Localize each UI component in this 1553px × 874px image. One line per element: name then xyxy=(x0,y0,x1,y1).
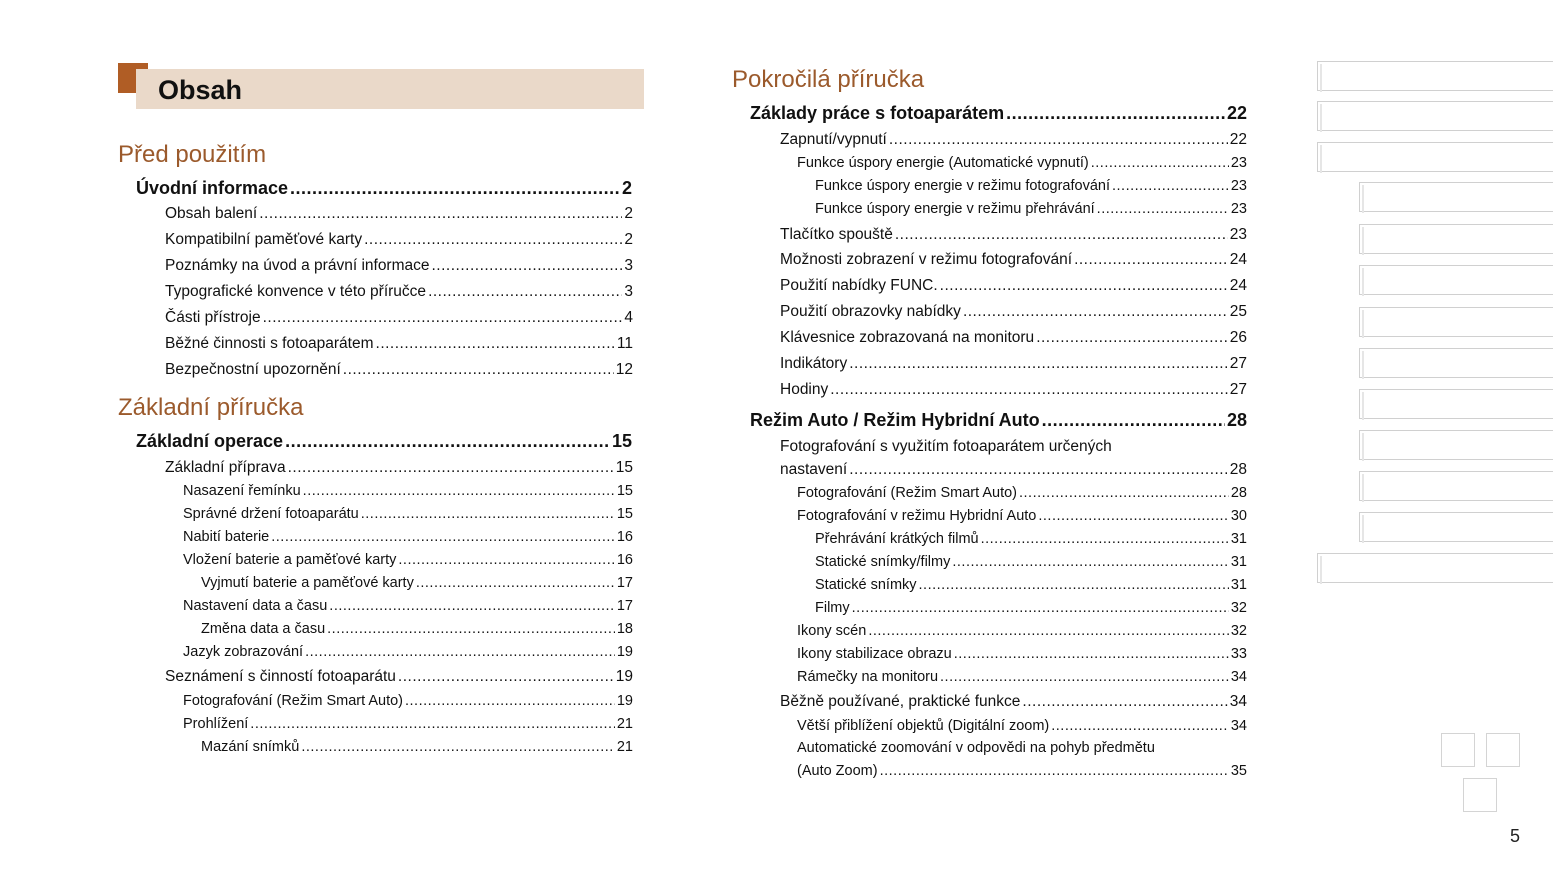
next-page-button[interactable] xyxy=(1486,733,1520,767)
side-tab[interactable] xyxy=(1359,224,1553,254)
toc-subsubentry[interactable]: Statické snímky/filmy ..... 31 xyxy=(815,552,1247,572)
toc-subentry[interactable]: Fotografování (Režim Smart Auto) ..... 28 xyxy=(797,483,1247,503)
toc-subentry[interactable]: Jazyk zobrazování ..... 19 xyxy=(183,642,633,662)
toc-subsubentry[interactable]: Statické snímky ..... 31 xyxy=(815,575,1247,595)
toc-entry[interactable]: Zapnutí/vypnutí ..... 22 xyxy=(780,130,1247,150)
toc-entry[interactable]: Kompatibilní paměťové karty ..... 2 xyxy=(165,230,633,250)
side-tab[interactable] xyxy=(1359,182,1553,212)
section-title-before-use: Před použitím xyxy=(118,141,267,168)
toc-entry[interactable]: Klávesnice zobrazovaná na monitoru ..... 26 xyxy=(780,328,1247,348)
section-title-advanced-guide: Pokročilá příručka xyxy=(732,66,925,93)
side-tab[interactable] xyxy=(1317,61,1553,91)
toc-subsubentry[interactable]: Filmy ..... 32 xyxy=(815,598,1247,618)
toc-entry-line1[interactable]: Fotografování s využitím fotoaparátem určených xyxy=(780,438,1112,455)
page-title: Obsah xyxy=(158,75,243,105)
toc-entry[interactable]: nastavení ..... 28 xyxy=(780,460,1247,480)
toc-subsubentry[interactable]: Přehrávání krátkých filmů ..... 31 xyxy=(815,529,1247,549)
toc-entry[interactable]: Tlačítko spouště ..... 23 xyxy=(780,225,1247,245)
toc-subentry[interactable]: Rámečky na monitoru ..... 34 xyxy=(797,667,1247,687)
toc-subentry[interactable]: Prohlížení ..... 21 xyxy=(183,714,633,734)
toc-entry[interactable]: Možnosti zobrazení v režimu fotografování ..... 24 xyxy=(780,250,1247,270)
toc-entry[interactable]: Indikátory ..... 27 xyxy=(780,354,1247,374)
toc-subsubentry[interactable]: Vyjmutí baterie a paměťové karty ..... 17 xyxy=(201,573,633,593)
toc-subentry[interactable]: (Auto Zoom) ..... 35 xyxy=(797,761,1247,781)
toc-entry[interactable]: Použití nabídky FUNC. ..... 24 xyxy=(780,276,1247,296)
toc-subentry-line1[interactable]: Automatické zoomování v odpovědi na pohyb předmětu xyxy=(797,740,1155,756)
toc-entry[interactable]: Bezpečnostní upozornění ..... 12 xyxy=(165,360,633,380)
toc-subentry[interactable]: Větší přiblížení objektů (Digitální zoom) ..... 34 xyxy=(797,716,1247,736)
toc-subentry[interactable]: Nastavení data a času ..... 17 xyxy=(183,596,633,616)
side-tab[interactable] xyxy=(1317,142,1553,172)
prev-page-button[interactable] xyxy=(1441,733,1475,767)
toc-entry[interactable]: Běžné činnosti s fotoaparátem ..... 11 xyxy=(165,334,633,354)
toc-subentry[interactable]: Fotografování v režimu Hybridní Auto ..... 30 xyxy=(797,506,1247,526)
side-tab[interactable] xyxy=(1359,389,1553,419)
toc-entry[interactable]: Části přístroje ..... 4 xyxy=(165,308,633,328)
toc-chapter[interactable]: Režim Auto / Režim Hybridní Auto ..... 28 xyxy=(750,410,1247,430)
toc-subentry[interactable]: Ikony stabilizace obrazu ..... 33 xyxy=(797,644,1247,664)
toc-subentry[interactable]: Vložení baterie a paměťové karty ..... 16 xyxy=(183,550,633,570)
toc-entry[interactable]: Poznámky na úvod a právní informace ..... 3 xyxy=(165,256,633,276)
toc-subsubentry[interactable]: Funkce úspory energie v režimu přehrávání ..... 23 xyxy=(815,199,1247,219)
side-tab[interactable] xyxy=(1359,430,1553,460)
toc-subentry[interactable]: Nasazení řemínku ..... 15 xyxy=(183,481,633,501)
toc-subsubentry[interactable]: Změna data a času ..... 18 xyxy=(201,619,633,639)
page-number: 5 xyxy=(1509,826,1520,846)
toc-subsubentry[interactable]: Mazání snímků ..... 21 xyxy=(201,737,633,757)
side-tab[interactable] xyxy=(1359,512,1553,542)
toc-entry[interactable]: Obsah balení ..... 2 xyxy=(165,204,633,224)
side-tab[interactable] xyxy=(1359,348,1553,378)
toc-subentry[interactable]: Fotografování (Režim Smart Auto) ..... 19 xyxy=(183,691,633,711)
toc-entry[interactable]: Použití obrazovky nabídky ..... 25 xyxy=(780,302,1247,322)
return-button[interactable] xyxy=(1463,778,1497,812)
side-tab[interactable] xyxy=(1317,553,1553,583)
toc-subentry[interactable]: Funkce úspory energie (Automatické vypnutí) ..... 23 xyxy=(797,153,1247,173)
toc-chapter[interactable]: Úvodní informace ..... 2 xyxy=(136,178,632,198)
toc-entry[interactable]: Běžně používané, praktické funkce ..... 34 xyxy=(780,692,1247,712)
toc-chapter[interactable]: Základy práce s fotoaparátem ..... 22 xyxy=(750,103,1247,123)
side-tab[interactable] xyxy=(1359,265,1553,295)
toc-subentry[interactable]: Nabití baterie ..... 16 xyxy=(183,527,633,547)
toc-subsubentry[interactable]: Funkce úspory energie v režimu fotografování ..... 23 xyxy=(815,176,1247,196)
toc-chapter[interactable]: Základní operace ..... 15 xyxy=(136,431,632,451)
toc-entry[interactable]: Základní příprava ..... 15 xyxy=(165,458,633,478)
toc-subentry[interactable]: Ikony scén ..... 32 xyxy=(797,621,1247,641)
side-tab[interactable] xyxy=(1317,101,1553,131)
toc-entry[interactable]: Typografické konvence v této příručce ..... 3 xyxy=(165,282,633,302)
toc-entry[interactable]: Hodiny ..... 27 xyxy=(780,380,1247,400)
side-tab[interactable] xyxy=(1359,307,1553,337)
side-tab[interactable] xyxy=(1359,471,1553,501)
toc-subentry[interactable]: Správné držení fotoaparátu ..... 15 xyxy=(183,504,633,524)
toc-entry[interactable]: Seznámení s činností fotoaparátu ..... 19 xyxy=(165,667,633,687)
section-title-basic-guide: Základní příručka xyxy=(118,394,304,421)
